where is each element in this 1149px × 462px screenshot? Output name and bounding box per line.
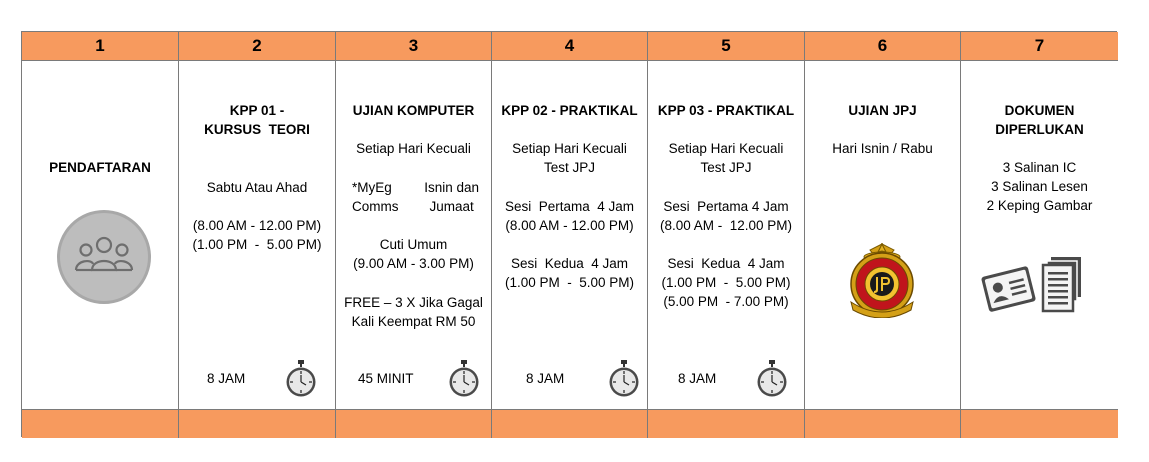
stopwatch-icon bbox=[756, 360, 788, 398]
document-item-3: 2 Keping Gambar bbox=[986, 198, 1093, 213]
duration-label: 8 JAM bbox=[526, 371, 565, 386]
comms-label: Comms bbox=[352, 199, 399, 214]
footer-band-1 bbox=[22, 409, 179, 438]
session-2-label: Sesi Kedua 4 Jam bbox=[667, 256, 785, 271]
session-time-1: (8.00 AM - 12.00 PM) bbox=[192, 218, 322, 233]
column-number-4: 4 bbox=[492, 32, 648, 61]
column-number-5: 5 bbox=[648, 32, 805, 61]
duration-label: 8 JAM bbox=[678, 371, 717, 386]
column-number-3: 3 bbox=[336, 32, 492, 61]
column-number-1: 1 bbox=[22, 32, 179, 61]
document-item-1: 3 Salinan IC bbox=[1002, 160, 1077, 175]
session-1-time: (8.00 AM - 12.00 PM) bbox=[659, 218, 793, 233]
step-title-line-1: DOKUMEN bbox=[1004, 103, 1075, 118]
duration-label: 45 MINIT bbox=[358, 371, 414, 386]
footer-band-7 bbox=[961, 409, 1118, 438]
step-kpp01 bbox=[179, 61, 336, 409]
step-title: PENDAFTARAN bbox=[49, 160, 151, 175]
step-title-line-1: KPP 01 - bbox=[229, 103, 285, 118]
session-1-time: (8.00 AM - 12.00 PM) bbox=[505, 218, 634, 233]
session-2-label: Sesi Kedua 4 Jam bbox=[510, 256, 629, 271]
step-title-line-2: KURSUS TEORI bbox=[204, 122, 310, 137]
schedule-text-1: Setiap Hari Kecuali bbox=[512, 141, 627, 156]
schedule-text: Hari Isnin / Rabu bbox=[832, 141, 933, 156]
session-2-time: (1.00 PM - 5.00 PM) bbox=[504, 275, 635, 290]
step-dokumen bbox=[961, 61, 1118, 409]
footer-band-6 bbox=[805, 409, 961, 438]
footer-band-2 bbox=[179, 409, 336, 438]
public-holiday-label: Cuti Umum bbox=[379, 237, 448, 252]
schedule-text-2: Test JPJ bbox=[700, 160, 752, 175]
documents-icon bbox=[981, 253, 1085, 319]
session-time-2: (1.00 PM - 5.00 PM) bbox=[192, 237, 322, 252]
session-2-time: (1.00 PM - 5.00 PM) bbox=[661, 275, 791, 290]
step-title: UJIAN JPJ bbox=[848, 103, 917, 118]
stopwatch-icon bbox=[285, 360, 317, 398]
session-1-label: Sesi Pertama 4 Jam bbox=[663, 199, 789, 214]
step-ujian-jpj bbox=[805, 61, 961, 409]
column-number-2: 2 bbox=[179, 32, 336, 61]
column-number-6: 6 bbox=[805, 32, 961, 61]
schedule-days: Sabtu Atau Ahad bbox=[206, 180, 308, 195]
jpj-emblem-icon bbox=[845, 242, 919, 318]
free-attempts-text: FREE – 3 X Jika Gagal bbox=[344, 295, 483, 310]
session-1-label: Sesi Pertama 4 Jam bbox=[504, 199, 635, 214]
exception-day-1: Isnin dan bbox=[424, 180, 479, 195]
footer-band-4 bbox=[492, 409, 648, 438]
fee-text: Kali Keempat RM 50 bbox=[351, 314, 476, 329]
column-number-7: 7 bbox=[961, 32, 1118, 61]
duration-label: 8 JAM bbox=[207, 371, 246, 386]
myeg-label: *MyEg bbox=[352, 180, 392, 195]
process-table bbox=[21, 31, 1117, 437]
schedule-text-2: Test JPJ bbox=[543, 160, 595, 175]
exception-day-2: Jumaat bbox=[429, 199, 474, 214]
schedule-text-1: Setiap Hari Kecuali bbox=[668, 141, 784, 156]
public-holiday-time: (9.00 AM - 3.00 PM) bbox=[353, 256, 474, 271]
step-ujian-komputer bbox=[336, 61, 492, 409]
users-icon bbox=[57, 210, 151, 304]
step-kpp02 bbox=[492, 61, 648, 409]
stopwatch-icon bbox=[448, 360, 480, 398]
stopwatch-icon bbox=[608, 360, 640, 398]
footer-band-3 bbox=[336, 409, 492, 438]
step-pendaftaran bbox=[22, 61, 179, 409]
schedule-text: Setiap Hari Kecuali bbox=[356, 141, 471, 156]
session-3-time: (5.00 PM - 7.00 PM) bbox=[663, 294, 789, 309]
step-title: KPP 03 - PRAKTIKAL bbox=[657, 103, 795, 118]
step-title: KPP 02 - PRAKTIKAL bbox=[501, 103, 638, 118]
document-item-2: 3 Salinan Lesen bbox=[991, 179, 1088, 194]
footer-band-5 bbox=[648, 409, 805, 438]
step-title: UJIAN KOMPUTER bbox=[352, 103, 475, 118]
step-kpp03 bbox=[648, 61, 805, 409]
step-title-line-2: DIPERLUKAN bbox=[995, 122, 1084, 137]
